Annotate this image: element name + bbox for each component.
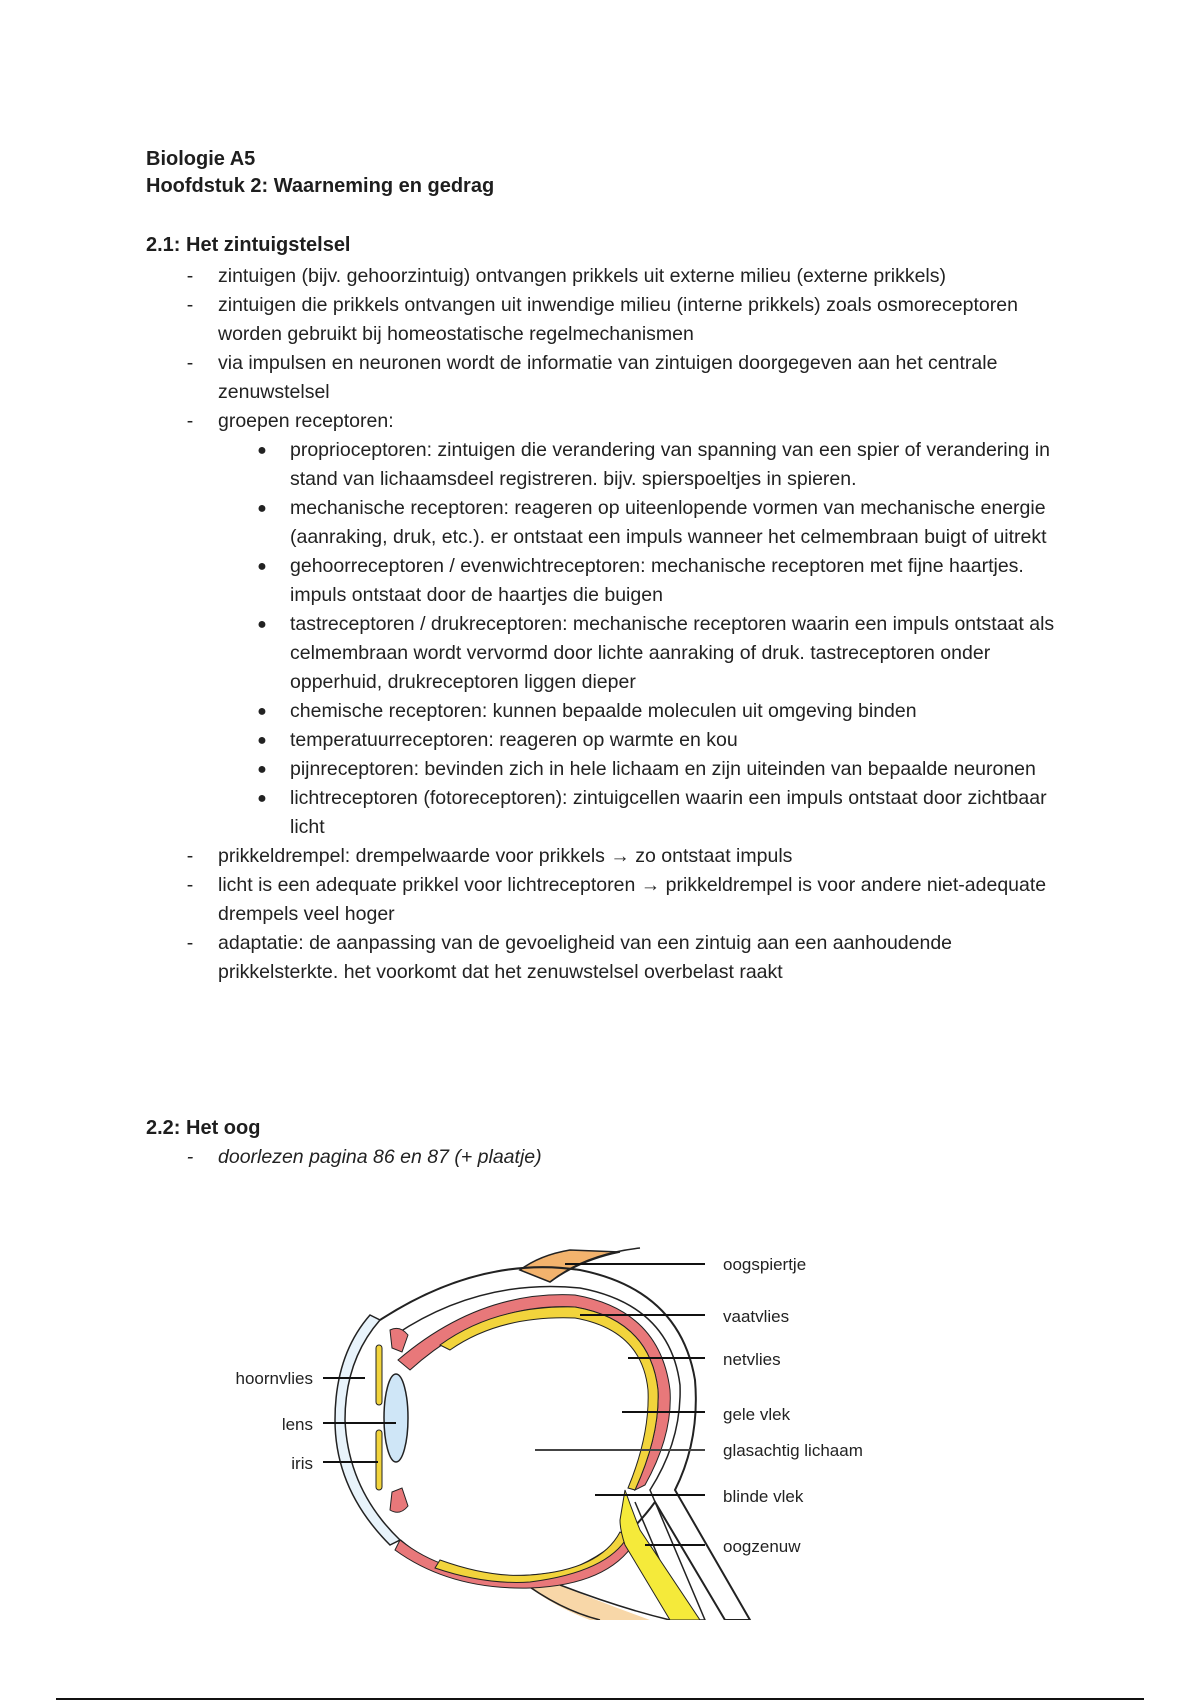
retina bbox=[440, 1307, 658, 1490]
document-title: Biologie A5 bbox=[146, 148, 256, 170]
eye-diagram bbox=[230, 1240, 950, 1620]
label-netvlies: netvlies bbox=[723, 1350, 781, 1369]
label-blinde-vlek: blinde vlek bbox=[723, 1487, 804, 1506]
bullet-icon: ● bbox=[257, 442, 267, 459]
label-vaatvlies: vaatvlies bbox=[723, 1307, 790, 1326]
dash-marker: - bbox=[186, 845, 194, 867]
bullet-icon: ● bbox=[257, 558, 267, 575]
section-heading-2-2: 2.2: Het oog bbox=[146, 1117, 261, 1139]
dash-marker: - bbox=[186, 294, 194, 316]
sub-list-item: ● tastreceptoren / drukreceptoren: mechanische receptoren waarin een impuls ontstaat als celmembraan wordt vervormd door lichte aanraking of druk. tastreceptoren onder opperhuid, drukreceptoren liggen dieper bbox=[146, 610, 1076, 697]
sub-list-item: ● lichtreceptoren (fotoreceptoren): zintuigcellen waarin een impuls ontstaat door zichtbaar licht bbox=[146, 784, 1076, 842]
dash-marker: - bbox=[186, 1146, 194, 1168]
bullet-icon: ● bbox=[257, 500, 267, 517]
list-item: - prikkeldrempel: drempelwaarde voor prikkels → zo ontstaat impuls bbox=[146, 842, 1076, 871]
iris-top bbox=[376, 1345, 382, 1405]
sub-list-item: ● proprioceptoren: zintuigen die verandering van spanning van een spier of verandering in stand van lichaamsdeel registreren. bijv. spierspoeltjes in spieren. bbox=[146, 436, 1076, 494]
bullet-icon: ● bbox=[257, 790, 267, 807]
sub-list-item: ● pijnreceptoren: bevinden zich in hele lichaam en zijn uiteinden van bepaalde neuronen bbox=[146, 755, 1076, 784]
sub-list-item: ● gehoorreceptoren / evenwichtreceptoren: mechanische receptoren met fijne haartjes. impuls ontstaat door de haartjes die buigen bbox=[146, 552, 1076, 610]
dash-marker: - bbox=[186, 410, 194, 432]
label-glasachtig-lichaam: glasachtig lichaam bbox=[723, 1441, 863, 1460]
list-item: - doorlezen pagina 86 en 87 (+ plaatje) bbox=[146, 1143, 1076, 1172]
sub-list-item: ● chemische receptoren: kunnen bepaalde moleculen uit omgeving binden bbox=[146, 697, 1076, 726]
document-subtitle: Hoofdstuk 2: Waarneming en gedrag bbox=[146, 175, 495, 197]
iris-bottom bbox=[376, 1430, 382, 1490]
bullet-icon: ● bbox=[257, 703, 267, 720]
section-2-2-list bbox=[146, 1143, 1076, 1172]
sub-list-item: ● mechanische receptoren: reageren op uiteenlopende vormen van mechanische energie (aanraking, druk, etc.). er ontstaat een impuls wanneer het celmembraan buigt of uitrekt bbox=[146, 494, 1076, 552]
lens bbox=[384, 1374, 408, 1462]
section-2-1-list bbox=[146, 262, 1076, 987]
bullet-icon: ● bbox=[257, 732, 267, 749]
label-oogspiertje: oogspiertje bbox=[723, 1255, 807, 1274]
bullet-icon: ● bbox=[257, 616, 267, 633]
list-item: - zintuigen die prikkels ontvangen uit inwendige milieu (interne prikkels) zoals osmoreceptoren worden gebruikt bij homeostatische regelmechanismen bbox=[146, 291, 1076, 349]
label-oogzenuw: oogzenuw bbox=[723, 1537, 801, 1556]
list-item: - zintuigen (bijv. gehoorzintuig) ontvangen prikkels uit externe milieu (externe prikkels) bbox=[146, 262, 1076, 291]
dash-marker: - bbox=[186, 352, 194, 374]
label-lens: lens bbox=[281, 1415, 313, 1434]
bullet-icon: ● bbox=[257, 761, 267, 778]
list-item: - adaptatie: de aanpassing van de gevoeligheid van een zintuig aan een aanhoudende prikkelsterkte. het voorkomt dat het zenuwstelsel overbelast raakt bbox=[146, 929, 1076, 987]
label-gele-vlek: gele vlek bbox=[723, 1405, 791, 1424]
section-heading-2-1: 2.1: Het zintuigstelsel bbox=[146, 234, 351, 256]
list-item: - groepen receptoren: ● proprioceptoren: zintuigen die verandering van spanning van een spier of verandering in stand van lichaamsdeel registreren. bijv. spierspoeltjes in spieren. ● mechanische receptoren: reageren op uiteenlopende vormen van mechanische energie (aanraking, druk, etc.). er ontstaat een impuls wanneer het celmembraan buigt of uitrekt ● gehoorreceptoren / evenwichtreceptoren: mechanische receptoren met fijne haartjes. impuls ontstaat door de haartjes die buigen ● tastreceptoren / drukreceptoren: mechanische receptoren waarin een impuls ontstaat als celmembraan wordt vervormd door lichte aanraking of druk. tastreceptoren onder opperhuid, drukreceptoren liggen dieper ● chemische receptoren: kunnen bepaalde moleculen uit omgeving binden ● temperatuurreceptoren: reageren op warmte en kou ● pijnreceptoren: bevinden zich in hele lichaam en zijn uiteinden van bepaalde neuronen ● lichtreceptoren (fotoreceptoren): zintuigcellen waarin een impuls ontstaat door zichtbaar licht bbox=[146, 407, 1076, 842]
label-iris: iris bbox=[291, 1454, 313, 1473]
receptor-groups-list bbox=[218, 436, 1076, 842]
sub-list-item: ● temperatuurreceptoren: reageren op warmte en kou bbox=[146, 726, 1076, 755]
list-item: - licht is een adequate prikkel voor lichtreceptoren → prikkeldrempel is voor andere niet-adequate drempels veel hoger bbox=[146, 871, 1076, 929]
label-hoornvlies: hoornvlies bbox=[235, 1369, 313, 1388]
dash-marker: - bbox=[186, 932, 194, 954]
dash-marker: - bbox=[186, 874, 194, 896]
dash-marker: - bbox=[186, 265, 194, 287]
list-item: - via impulsen en neuronen wordt de informatie van zintuigen doorgegeven aan het centrale zenuwstelsel bbox=[146, 349, 1076, 407]
choroid bbox=[398, 1295, 670, 1490]
